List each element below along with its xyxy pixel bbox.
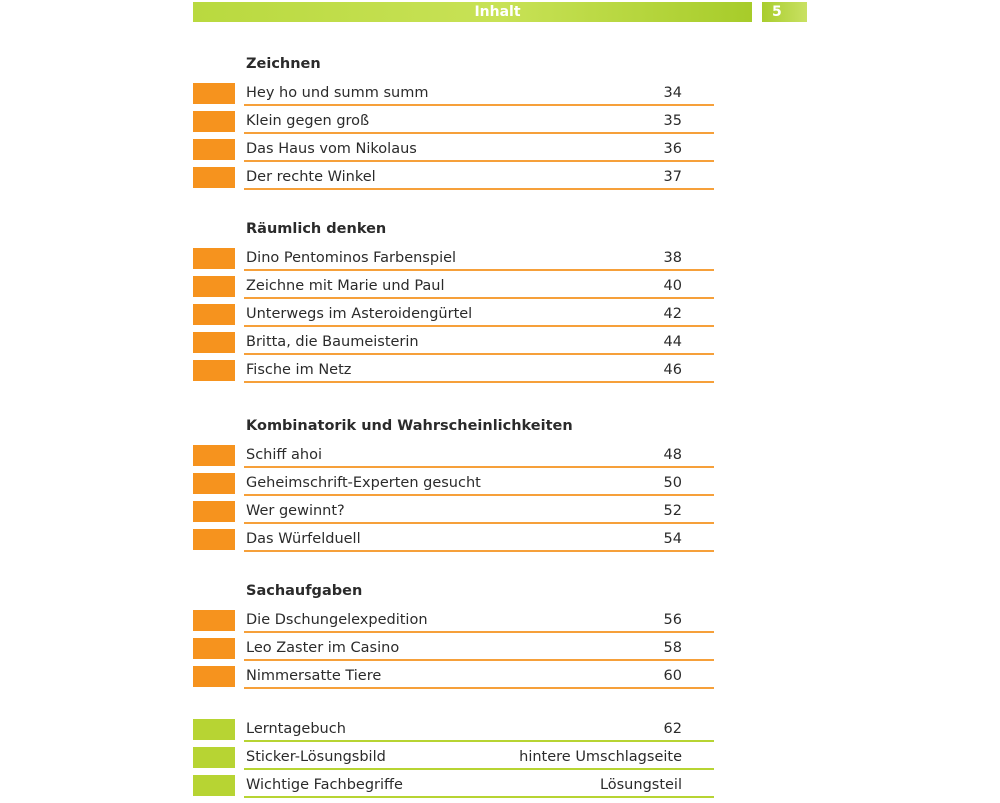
toc-row[interactable] — [0, 501, 1000, 529]
toc-row-page: 38 — [663, 250, 682, 266]
header-bar — [193, 2, 752, 22]
toc-row-label: Nimmersatte Tiere — [246, 668, 382, 684]
toc-row-page: 58 — [663, 640, 682, 656]
toc-row-label: Lerntagebuch — [246, 721, 346, 737]
toc-row-page: hintere Umschlagseite — [519, 749, 682, 765]
toc-row-page: 52 — [663, 503, 682, 519]
page-number: 5 — [772, 4, 782, 20]
toc-row-page: 54 — [663, 531, 682, 547]
row-underline — [244, 381, 714, 383]
toc-row-label: Der rechte Winkel — [246, 169, 376, 185]
toc-row[interactable] — [0, 304, 1000, 332]
row-underline — [244, 325, 714, 327]
page-number-box — [762, 2, 807, 22]
toc-row-label: Klein gegen groß — [246, 113, 370, 129]
row-underline — [244, 269, 714, 271]
row-marker — [193, 666, 235, 687]
toc-row[interactable] — [0, 139, 1000, 167]
row-marker — [193, 638, 235, 659]
section-title-raeumlich-denken: Räumlich denken — [246, 221, 387, 237]
row-underline — [244, 796, 714, 798]
toc-row-page: Lösungsteil — [599, 777, 682, 793]
toc-row[interactable] — [0, 111, 1000, 139]
toc-row-page: 48 — [663, 447, 682, 463]
row-underline — [244, 188, 714, 190]
section-title-zeichnen: Zeichnen — [246, 56, 321, 72]
toc-row-label: Britta, die Baumeisterin — [246, 334, 419, 350]
toc-row[interactable] — [0, 473, 1000, 501]
toc-row-label: Unterwegs im Asteroidengürtel — [246, 306, 473, 322]
toc-row[interactable] — [0, 167, 1000, 195]
row-underline — [244, 550, 714, 552]
row-underline — [244, 740, 714, 742]
toc-row-page: 34 — [663, 85, 682, 101]
row-marker — [193, 747, 235, 768]
header-title: Inhalt — [474, 4, 521, 20]
toc-row-label: Dino Pentominos Farbenspiel — [246, 250, 457, 266]
row-marker — [193, 473, 235, 494]
row-marker — [193, 276, 235, 297]
toc-row[interactable] — [0, 248, 1000, 276]
row-marker — [193, 111, 235, 132]
section-title-sachaufgaben: Sachaufgaben — [246, 583, 363, 599]
toc-row-page: 42 — [663, 306, 682, 322]
row-marker — [193, 248, 235, 269]
toc-row-page: 40 — [663, 278, 682, 294]
row-marker — [193, 529, 235, 550]
row-marker — [193, 445, 235, 466]
toc-row-label: Fische im Netz — [246, 362, 352, 378]
toc-row[interactable] — [0, 529, 1000, 557]
toc-row-page: 35 — [663, 113, 682, 129]
row-underline — [244, 687, 714, 689]
toc-row-label: Leo Zaster im Casino — [246, 640, 400, 656]
row-marker — [193, 719, 235, 740]
toc-row-page: 46 — [663, 362, 682, 378]
toc-row-page: 50 — [663, 475, 682, 491]
row-underline — [244, 494, 714, 496]
section-title-kombinatorik: Kombinatorik und Wahrscheinlichkeiten — [246, 418, 573, 434]
toc-row[interactable] — [0, 83, 1000, 111]
toc-row-label: Wichtige Fachbegriffe — [246, 777, 403, 793]
row-marker — [193, 610, 235, 631]
row-marker — [193, 83, 235, 104]
toc-row[interactable] — [0, 610, 1000, 638]
toc-row-appendix[interactable] — [0, 719, 1000, 747]
toc-row-appendix[interactable] — [0, 747, 1000, 775]
row-marker — [193, 167, 235, 188]
toc-row-label: Schiff ahoi — [246, 447, 322, 463]
row-marker — [193, 360, 235, 381]
row-marker — [193, 139, 235, 160]
toc-row-page: 56 — [663, 612, 682, 628]
toc-row[interactable] — [0, 276, 1000, 304]
row-marker — [193, 304, 235, 325]
toc-row-page: 44 — [663, 334, 682, 350]
row-underline — [244, 522, 714, 524]
row-underline — [244, 659, 714, 661]
toc-row-page: 37 — [663, 169, 682, 185]
row-underline — [244, 631, 714, 633]
toc-row-page: 62 — [663, 721, 682, 737]
row-marker — [193, 775, 235, 796]
row-underline — [244, 132, 714, 134]
toc-row-appendix[interactable] — [0, 775, 1000, 803]
toc-row-label: Hey ho und summ summ — [246, 85, 429, 101]
row-marker — [193, 332, 235, 353]
toc-row-label: Sticker-Lösungsbild — [246, 749, 386, 765]
toc-row-label: Das Haus vom Nikolaus — [246, 141, 417, 157]
toc-row-label: Das Würfelduell — [246, 531, 361, 547]
row-underline — [244, 466, 714, 468]
toc-row[interactable] — [0, 638, 1000, 666]
toc-row-page: 60 — [663, 668, 682, 684]
toc-row-label: Wer gewinnt? — [246, 503, 345, 519]
toc-row[interactable] — [0, 332, 1000, 360]
toc-row[interactable] — [0, 360, 1000, 388]
toc-row-label: Zeichne mit Marie und Paul — [246, 278, 445, 294]
row-marker — [193, 501, 235, 522]
row-underline — [244, 297, 714, 299]
row-underline — [244, 353, 714, 355]
toc-row[interactable] — [0, 445, 1000, 473]
toc-row-page: 36 — [663, 141, 682, 157]
toc-row[interactable] — [0, 666, 1000, 694]
toc-row-label: Geheimschrift-Experten gesucht — [246, 475, 481, 491]
row-underline — [244, 160, 714, 162]
toc-row-label: Die Dschungelexpedition — [246, 612, 428, 628]
row-underline — [244, 104, 714, 106]
row-underline — [244, 768, 714, 770]
